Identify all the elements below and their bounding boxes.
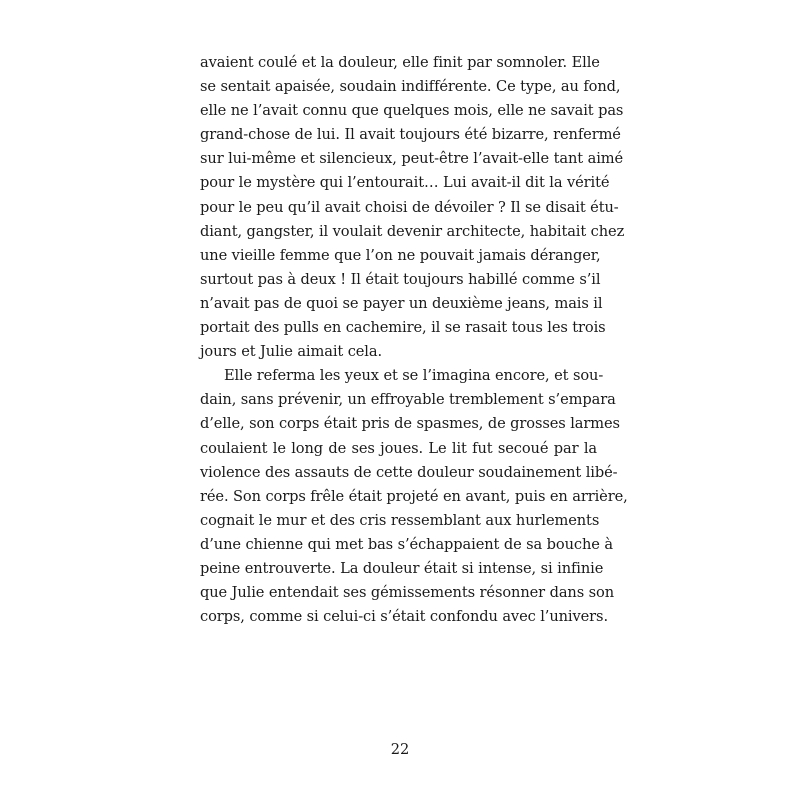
text-line: cognait le mur et des cris ressemblant aux hurlements bbox=[200, 511, 600, 529]
text-line: pour le mystère qui l’entourait… Lui avait-il dit la vérité bbox=[200, 174, 610, 192]
paragraph-2 bbox=[200, 364, 628, 629]
text-line: coulaient le long de ses joues. Le lit fut secoué par la bbox=[200, 439, 597, 457]
text-line: Elle referma les yeux et se l’imagina encore, et sou- bbox=[224, 367, 604, 385]
text-line: pour le peu qu’il avait choisi de dévoiler ? Il se disait étu- bbox=[200, 198, 619, 216]
text-line: grand-chose de lui. Il avait toujours été bizarre, renfermé bbox=[200, 126, 621, 144]
text-line: surtout pas à deux ! Il était toujours habillé comme s’il bbox=[200, 270, 601, 288]
text-line: d’elle, son corps était pris de spasmes, de grosses larmes bbox=[200, 415, 620, 433]
text-line: que Julie entendait ses gémissements résonner dans son bbox=[200, 584, 615, 602]
paragraph-1 bbox=[200, 51, 625, 364]
text-line: violence des assauts de cette douleur soudainement libé- bbox=[200, 463, 618, 481]
text-line: peine entrouverte. La douleur était si intense, si infinie bbox=[200, 559, 604, 577]
text-line: jours et Julie aimait cela. bbox=[200, 343, 383, 361]
text-line: se sentait apaisée, soudain indifférente. Ce type, au fond, bbox=[200, 78, 621, 96]
text-line: avaient coulé et la douleur, elle finit par somnoler. Elle bbox=[200, 54, 600, 71]
text-line: portait des pulls en cachemire, il se rasait tous les trois bbox=[200, 319, 606, 337]
page-number: 22 bbox=[390, 741, 410, 758]
text-line: corps, comme si celui-ci s’était confondu avec l’univers. bbox=[200, 608, 608, 626]
text-line: sur lui-même et silencieux, peut-être l’avait-elle tant aimé bbox=[200, 150, 624, 168]
text-line: d’une chienne qui met bas s’échappaient de sa bouche à bbox=[200, 535, 613, 553]
text-line: diant, gangster, il voulait devenir architecte, habitait chez bbox=[200, 222, 625, 240]
body-text bbox=[200, 51, 628, 629]
text-line: n’avait pas de quoi se payer un deuxième jeans, mais il bbox=[200, 294, 603, 312]
text-line: une vieille femme que l’on ne pouvait jamais déranger, bbox=[200, 246, 601, 264]
text-line: elle ne l’avait connu que quelques mois, elle ne savait pas bbox=[200, 102, 624, 120]
text-line: dain, sans prévenir, un effroyable tremblement s’empara bbox=[200, 391, 616, 409]
text-line: rée. Son corps frêle était projeté en avant, puis en arrière, bbox=[200, 487, 628, 505]
